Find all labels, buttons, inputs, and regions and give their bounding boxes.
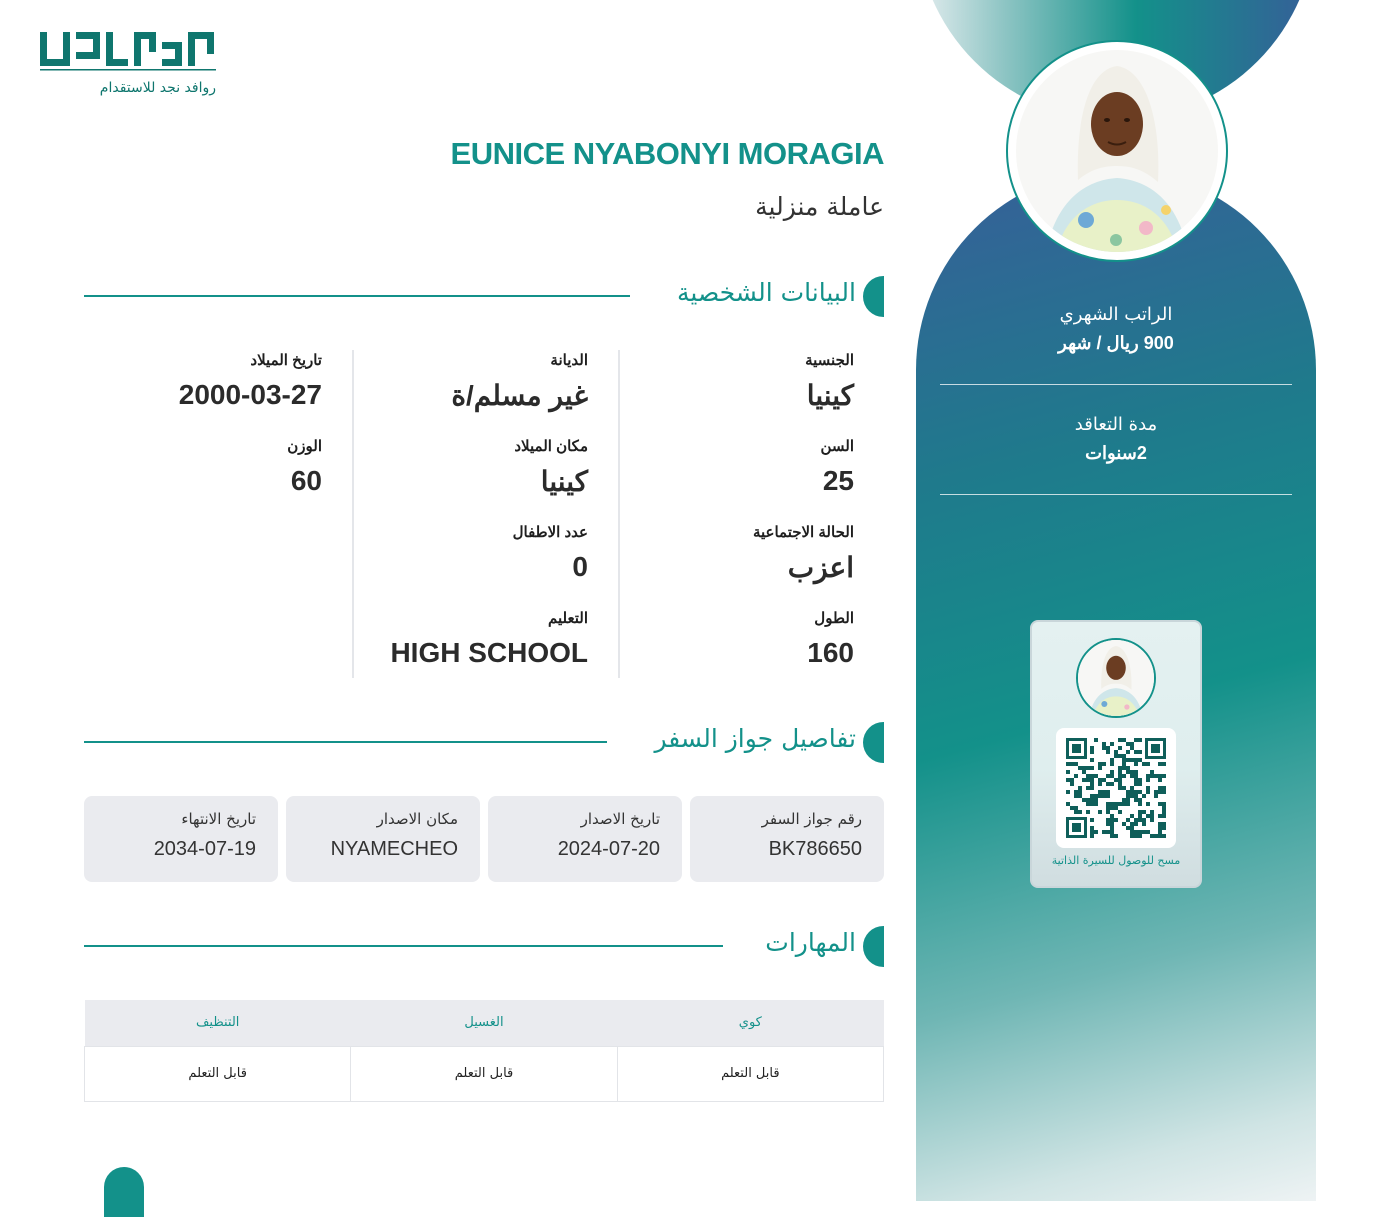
field-label: الحالة الاجتماعية — [752, 524, 854, 541]
field-value: 25 — [822, 465, 854, 496]
passport-value: 2034-07-19 — [153, 838, 256, 860]
skill-level: قابل التعلم — [617, 1046, 883, 1101]
personal-section-title: البيانات الشخصية — [677, 278, 856, 307]
person-photo-icon — [1016, 50, 1218, 252]
qr-code[interactable] — [1056, 728, 1176, 848]
field-value: كينيا — [540, 466, 588, 497]
passport-value: NYAMECHEO — [330, 838, 458, 860]
personal-column-3 — [86, 350, 352, 678]
field-age — [630, 436, 854, 522]
passport-value: BK786650 — [768, 838, 862, 860]
personal-column-1 — [618, 350, 884, 678]
skills-section-header — [84, 926, 884, 968]
personal-column-2 — [352, 350, 618, 678]
field-value: 0 — [572, 551, 588, 582]
skill-header: كوي — [617, 1000, 883, 1046]
section-divider — [84, 741, 607, 743]
contract-label: مدة التعاقد — [1074, 414, 1158, 435]
passport-label: رقم جواز السفر — [761, 810, 862, 828]
section-divider — [84, 945, 723, 947]
field-label: تاريخ الميلاد — [250, 352, 322, 369]
logo-tagline: روافد نجد للاستقدام — [99, 80, 216, 96]
passport-value: 2024-07-20 — [557, 838, 660, 860]
passport-card-issue-date — [488, 796, 682, 882]
skills-header-row — [85, 1000, 884, 1046]
field-label: الجنسية — [805, 352, 854, 369]
sidebar-panel — [916, 0, 1316, 1201]
sidebar-divider — [940, 384, 1292, 385]
personal-info-grid — [84, 350, 884, 678]
salary-value: 900 ريال / شهر — [1058, 333, 1174, 353]
personal-section-header — [84, 276, 884, 318]
skill-level: قابل التعلم — [85, 1046, 351, 1101]
passport-card-number — [690, 796, 884, 882]
field-religion — [364, 350, 588, 436]
field-education — [364, 608, 588, 694]
skills-table — [84, 1000, 884, 1102]
contract-value: 2سنوات — [1085, 443, 1147, 463]
skill-level: قابل التعلم — [351, 1046, 617, 1101]
field-value: اعزب — [787, 552, 854, 583]
field-value: 2000-03-27 — [178, 379, 322, 410]
salary-block — [940, 304, 1292, 354]
field-label: عدد الاطفال — [512, 524, 588, 541]
logo-mark — [40, 30, 216, 72]
field-label: مكان الميلاد — [514, 438, 588, 455]
field-label: الوزن — [287, 438, 322, 455]
field-nationality — [630, 350, 854, 436]
section-divider — [84, 295, 630, 297]
candidate-name: EUNICE NYABONYI MORAGIA — [450, 136, 884, 171]
section-cap — [863, 926, 884, 967]
passport-label: تاريخ الاصدار — [580, 810, 660, 828]
contract-block — [940, 414, 1292, 464]
page-corner-tab — [104, 1167, 144, 1217]
skill-header: التنظيف — [85, 1000, 351, 1046]
field-children — [364, 522, 588, 608]
passport-label: تاريخ الانتهاء — [181, 810, 256, 828]
field-value: كينيا — [806, 380, 854, 411]
passport-card-issue-place — [286, 796, 480, 882]
field-label: الطول — [814, 610, 854, 627]
salary-label: الراتب الشهري — [1059, 304, 1173, 325]
person-photo-icon — [1078, 640, 1154, 716]
candidate-job-title: عاملة منزلية — [755, 192, 884, 221]
qr-card[interactable] — [1030, 620, 1202, 888]
profile-photo-frame — [1006, 40, 1228, 262]
skills-section-title: المهارات — [765, 928, 856, 957]
field-value: غير مسلم/ة — [451, 380, 588, 411]
field-value: 160 — [807, 637, 854, 668]
passport-card-expiry-date — [84, 796, 278, 882]
company-logo — [40, 30, 216, 104]
qr-caption: مسح للوصول للسيرة الذاتية — [1051, 854, 1181, 867]
qr-code-icon — [1066, 738, 1166, 838]
field-weight — [96, 436, 322, 522]
field-height — [630, 608, 854, 694]
passport-section-header — [84, 722, 884, 764]
field-birth-place — [364, 436, 588, 522]
passport-label: مكان الاصدار — [376, 810, 458, 828]
field-label: التعليم — [548, 610, 588, 627]
qr-card-photo — [1076, 638, 1156, 718]
field-label: الديانة — [550, 352, 588, 369]
sidebar-divider — [940, 494, 1292, 495]
field-value: 60 — [290, 465, 322, 496]
section-cap — [863, 276, 884, 317]
section-cap — [863, 722, 884, 763]
skill-header: الغسيل — [351, 1000, 617, 1046]
field-marital-status — [630, 522, 854, 608]
field-value: HIGH SCHOOL — [390, 637, 588, 668]
field-label: السن — [820, 438, 854, 455]
skills-value-row — [85, 1046, 884, 1101]
passport-section-title: تفاصيل جواز السفر — [654, 724, 856, 753]
field-birth-date — [96, 350, 322, 436]
profile-photo — [1016, 50, 1218, 252]
